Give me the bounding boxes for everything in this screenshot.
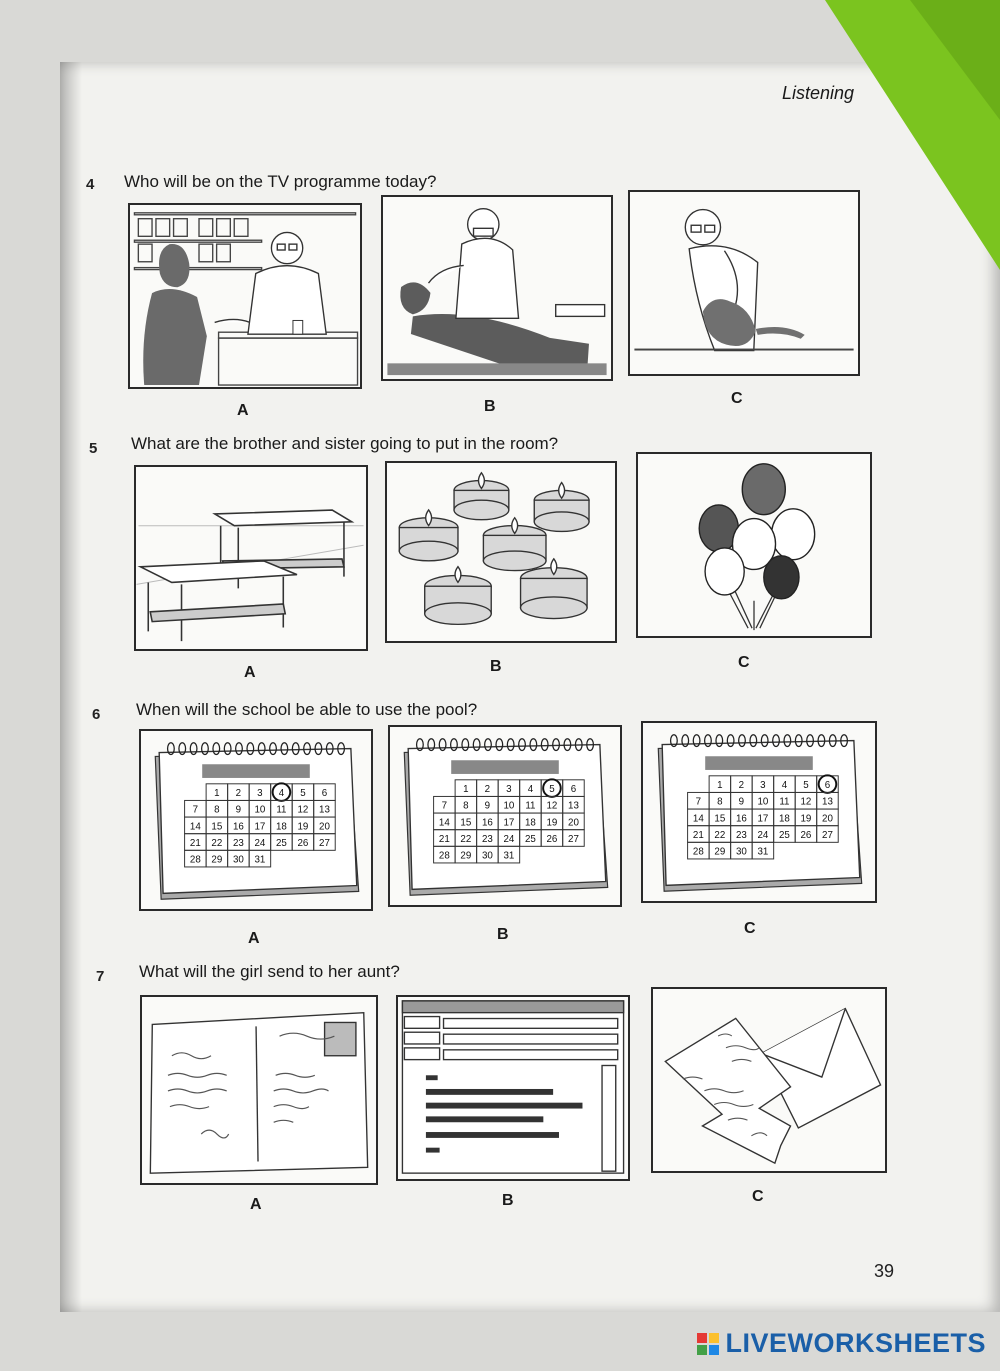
svg-text:2: 2 — [235, 788, 242, 800]
svg-text:6: 6 — [570, 784, 577, 796]
svg-text:6: 6 — [824, 780, 831, 792]
balloons-illustration — [638, 454, 870, 636]
svg-text:12: 12 — [297, 804, 309, 816]
svg-text:4: 4 — [278, 788, 285, 800]
svg-text:9: 9 — [235, 804, 242, 816]
q6-option-a-image[interactable] — [139, 729, 373, 911]
svg-text:24: 24 — [503, 833, 515, 845]
svg-text:29: 29 — [714, 846, 726, 858]
svg-text:27: 27 — [822, 829, 833, 841]
svg-text:11: 11 — [276, 804, 287, 816]
svg-text:18: 18 — [524, 817, 536, 829]
q4-option-b-label: B — [484, 398, 496, 415]
q5-option-a-label: A — [244, 664, 256, 681]
svg-text:3: 3 — [760, 780, 766, 792]
svg-text:24: 24 — [254, 837, 266, 849]
liveworksheets-logo-icon — [697, 1333, 719, 1355]
vet-illustration — [630, 192, 858, 374]
liveworksheets-brand — [697, 1328, 986, 1359]
svg-text:9: 9 — [738, 796, 745, 808]
svg-text:20: 20 — [822, 813, 833, 825]
svg-text:2: 2 — [484, 784, 491, 796]
svg-text:19: 19 — [297, 821, 309, 833]
svg-text:21: 21 — [438, 833, 450, 845]
q4-option-c-label: C — [731, 390, 743, 407]
svg-text:16: 16 — [481, 817, 493, 829]
pharmacist-illustration — [130, 205, 360, 387]
svg-text:26: 26 — [546, 833, 558, 845]
svg-text:19: 19 — [800, 813, 812, 825]
svg-text:15: 15 — [460, 817, 472, 829]
svg-text:25: 25 — [524, 833, 536, 845]
svg-text:29: 29 — [211, 854, 223, 866]
q5-option-a-image[interactable] — [134, 465, 368, 651]
svg-text:5: 5 — [803, 780, 809, 792]
svg-text:31: 31 — [757, 846, 769, 858]
q6-option-b-label: B — [497, 926, 509, 943]
q7-option-c-label: C — [752, 1188, 764, 1205]
question-7-text: What will the girl send to her aunt? — [139, 962, 400, 981]
svg-text:18: 18 — [778, 813, 790, 825]
svg-text:24: 24 — [757, 829, 769, 841]
svg-text:23: 23 — [481, 833, 493, 845]
svg-text:10: 10 — [503, 800, 515, 812]
svg-text:17: 17 — [254, 821, 266, 833]
svg-text:23: 23 — [232, 837, 244, 849]
svg-text:2: 2 — [738, 780, 745, 792]
svg-text:28: 28 — [692, 846, 704, 858]
svg-text:15: 15 — [714, 813, 726, 825]
question-5-text: What are the brother and sister going to put in the room? — [131, 434, 559, 453]
svg-text:18: 18 — [275, 821, 287, 833]
svg-text:5: 5 — [300, 788, 306, 800]
svg-text:13: 13 — [822, 796, 833, 808]
question-4-number: 4 — [86, 176, 95, 193]
q4-option-b-image[interactable] — [381, 195, 613, 381]
q6-option-b-image[interactable] — [388, 725, 622, 907]
svg-text:16: 16 — [232, 821, 244, 833]
svg-text:22: 22 — [211, 837, 223, 849]
green-corner-shade — [910, 0, 1000, 120]
svg-text:11: 11 — [525, 800, 536, 812]
question-5-number: 5 — [89, 440, 98, 457]
tables-illustration — [136, 467, 366, 649]
letter-envelope-illustration — [653, 989, 885, 1171]
q4-option-a-image[interactable] — [128, 203, 362, 389]
svg-text:26: 26 — [297, 837, 309, 849]
calendar-b-illustration — [390, 727, 620, 905]
svg-text:31: 31 — [503, 850, 515, 862]
q7-option-b-image[interactable] — [396, 995, 630, 1181]
svg-text:30: 30 — [735, 846, 747, 858]
page-number: 39 — [874, 1261, 895, 1281]
question-6-number: 6 — [92, 706, 101, 723]
svg-text:20: 20 — [568, 817, 579, 829]
svg-text:1: 1 — [717, 780, 723, 792]
q6-option-a-label: A — [248, 930, 260, 947]
svg-text:17: 17 — [757, 813, 769, 825]
svg-text:30: 30 — [481, 850, 493, 862]
svg-text:15: 15 — [211, 821, 223, 833]
svg-text:21: 21 — [692, 829, 704, 841]
svg-text:1: 1 — [463, 784, 469, 796]
svg-text:20: 20 — [319, 821, 330, 833]
svg-text:6: 6 — [321, 788, 328, 800]
svg-text:12: 12 — [800, 796, 812, 808]
dentist-illustration — [383, 197, 611, 379]
svg-text:11: 11 — [779, 796, 790, 808]
svg-text:10: 10 — [757, 796, 769, 808]
question-4-text: Who will be on the TV programme today? — [124, 172, 437, 191]
q7-option-a-image[interactable] — [140, 995, 378, 1185]
svg-text:12: 12 — [546, 800, 558, 812]
svg-text:13: 13 — [568, 800, 579, 812]
svg-text:4: 4 — [781, 780, 788, 792]
brand-text: LIVEWORKSHEETS — [725, 1328, 986, 1358]
svg-text:4: 4 — [527, 784, 534, 796]
svg-text:7: 7 — [441, 800, 448, 812]
svg-text:21: 21 — [189, 837, 201, 849]
svg-text:16: 16 — [735, 813, 747, 825]
svg-text:22: 22 — [714, 829, 726, 841]
svg-text:10: 10 — [254, 804, 266, 816]
svg-text:14: 14 — [438, 817, 450, 829]
q7-option-c-image[interactable] — [651, 987, 887, 1173]
svg-text:17: 17 — [503, 817, 515, 829]
page-binding-shadow — [60, 62, 82, 1312]
svg-text:8: 8 — [717, 796, 723, 808]
q7-option-a-label: A — [250, 1196, 262, 1213]
q6-option-c-image[interactable] — [641, 721, 877, 903]
q5-option-c-image[interactable] — [636, 452, 872, 638]
svg-text:1: 1 — [214, 788, 220, 800]
svg-text:9: 9 — [484, 800, 491, 812]
q5-option-b-label: B — [490, 658, 502, 675]
svg-text:26: 26 — [800, 829, 812, 841]
svg-text:5: 5 — [549, 784, 555, 796]
section-title: Listening — [782, 83, 855, 103]
svg-text:27: 27 — [319, 837, 330, 849]
svg-text:8: 8 — [214, 804, 220, 816]
svg-text:8: 8 — [463, 800, 469, 812]
q7-option-b-label: B — [502, 1192, 514, 1209]
svg-text:28: 28 — [438, 850, 450, 862]
svg-text:27: 27 — [568, 833, 579, 845]
email-window-illustration — [398, 997, 628, 1179]
svg-text:25: 25 — [778, 829, 790, 841]
svg-text:29: 29 — [460, 850, 472, 862]
svg-text:7: 7 — [695, 796, 702, 808]
svg-text:3: 3 — [257, 788, 263, 800]
svg-text:19: 19 — [546, 817, 558, 829]
q6-option-c-label: C — [744, 920, 756, 937]
candles-illustration — [387, 463, 615, 641]
q5-option-c-label: C — [738, 654, 750, 671]
calendar-a-illustration — [141, 731, 371, 909]
q4-option-c-image[interactable] — [628, 190, 860, 376]
question-7-number: 7 — [96, 968, 105, 985]
q5-option-b-image[interactable] — [385, 461, 617, 643]
svg-text:30: 30 — [232, 854, 244, 866]
svg-text:31: 31 — [254, 854, 266, 866]
svg-text:14: 14 — [692, 813, 704, 825]
svg-text:7: 7 — [192, 804, 199, 816]
svg-text:25: 25 — [275, 837, 287, 849]
svg-text:23: 23 — [735, 829, 747, 841]
svg-text:14: 14 — [189, 821, 201, 833]
postcard-illustration — [142, 997, 376, 1183]
q4-option-a-label: A — [237, 402, 249, 419]
svg-text:13: 13 — [319, 804, 330, 816]
svg-text:3: 3 — [506, 784, 512, 796]
question-6-text: When will the school be able to use the pool? — [136, 700, 478, 719]
svg-text:28: 28 — [189, 854, 201, 866]
calendar-c-illustration — [643, 723, 875, 901]
svg-text:22: 22 — [460, 833, 472, 845]
